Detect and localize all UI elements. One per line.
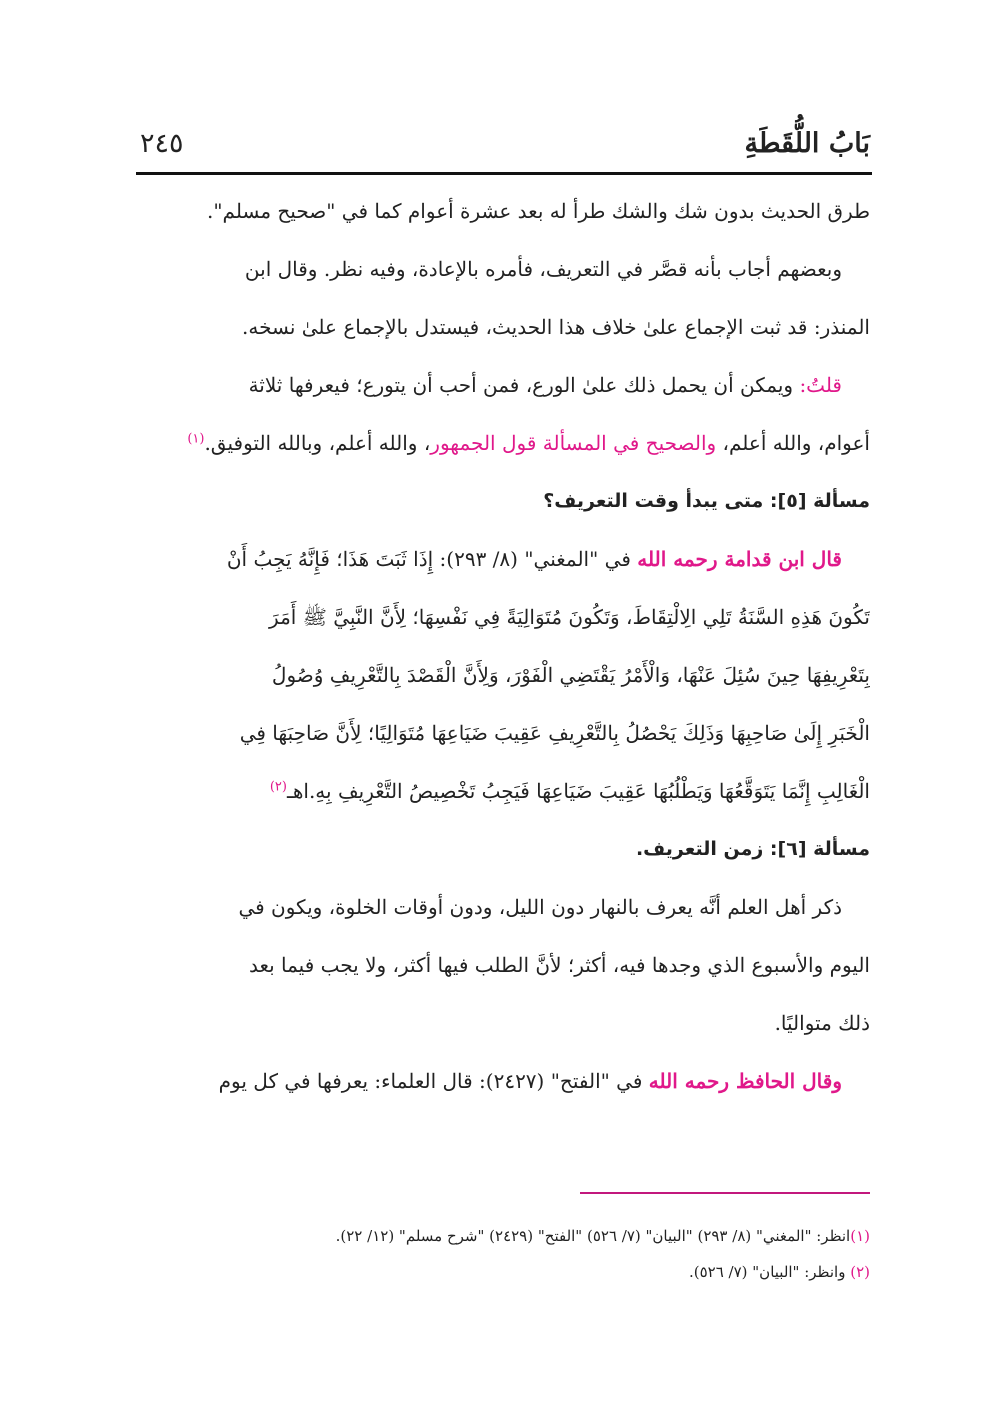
footnote-rule	[580, 1192, 870, 1194]
quote-line: قال ابن قدامة رحمه الله في "المغني" (٨/ ٢٩٣): إِذَا ثَبَتَ هَذَا؛ فَإِنَّهُ يَجِبُ أَنْ	[226, 547, 842, 571]
note-label: قلتُ:	[799, 373, 842, 397]
quote-speaker: قال ابن قدامة رحمه الله	[637, 547, 842, 571]
paragraph-line: طرق الحديث بدون شك والشك طرأ له بعد عشرة أعوام كما في "صحيح مسلم".	[207, 199, 870, 223]
paragraph-line: وبعضهم أجاب بأنه قصَّر في التعريف، فأمره بالإعادة، وفيه نظر. وقال ابن	[244, 257, 842, 281]
header-rule	[136, 172, 872, 175]
paragraph-line: ذكر أهل العلم أنَّه يعرف بالنهار دون الليل، ودون أوقات الخلوة، ويكون في	[238, 895, 842, 919]
highlighted-conclusion: والصحيح في المسألة قول الجمهور	[430, 431, 717, 455]
footnote-2: (٢) وانظر: "البيان" (٧/ ٥٢٦).	[688, 1263, 870, 1281]
paragraph-line: أعوام، والله أعلم، والصحيح في المسألة قول الجمهور، والله أعلم، وبالله التوفيق.$^{(١)}$	[187, 431, 870, 455]
question-heading-6: مسألة [٦]: زمن التعريف.	[635, 838, 870, 860]
quote-line: بِتَعْرِيفِهَا حِينَ سُئِلَ عَنْهَا، وَالْأَمْرُ يَقْتَضِي الْفَوْرَ، وَلِأَنَّ الْقَصْدَ بِالتَّعْرِيفِ وُصُولُ	[271, 663, 870, 687]
quote-line: تَكُونَ هَذِهِ السَّنَةُ تَلِي الِالْتِقَاطَ، وَتَكُونَ مُتَوَالِيَةً فِي نَفْسِهَا؛ لِأَنَّ النَّبِيَّ ﷺ أَمَرَ	[269, 605, 870, 629]
paragraph-line: المنذر: قد ثبت الإجماع علىٰ خلاف هذا الحديث، فيستدل بالإجماع علىٰ نسخه.	[241, 315, 870, 339]
quote-line: الْخَبَرِ إِلَىٰ صَاحِبِهَا وَذَلِكَ يَحْصُلُ بِالتَّعْرِيفِ عَقِيبَ ضَيَاعِهَا مُتَوَالِيًا؛ لِأَنَّ صَاحِبَهَا فِي	[239, 721, 870, 745]
footnotes	[134, 1218, 870, 1290]
footnote-1: (١)انظر: "المغني" (٨/ ٢٩٣) "البيان" (٧/ ٥٢٦) "الفتح" (٢٤٢٩) "شرح مسلم" (١٢/ ٢٢).	[335, 1227, 870, 1245]
paragraph-line: ذلك متواليًا.	[774, 1011, 870, 1035]
page-number: ٢٤٥	[140, 128, 184, 159]
paragraph-line: اليوم والأسبوع الذي وجدها فيه، أكثر؛ لأنَّ الطلب فيها أكثر، ولا يجب فيما بعد	[248, 953, 870, 977]
quote-speaker: وقال الحافظ رحمه الله	[648, 1069, 842, 1093]
chapter-title: بَابُ اللُّقَطَةِ	[744, 128, 870, 159]
main-text	[134, 182, 870, 1110]
quote-line: الْغَالِبِ إِنَّمَا يَتَوَقَّعُهَا وَيَطْلُبُهَا عَقِيبَ ضَيَاعِهَا فَيَجِبُ تَخْصِيصُ التَّعْرِيفِ بِهِ.اهـ$^{(٢)}$	[269, 779, 870, 803]
paragraph-line: وقال الحافظ رحمه الله في "الفتح" (٢٤٢٧): قال العلماء: يعرفها في كل يوم	[218, 1069, 842, 1093]
page-header	[140, 124, 870, 174]
footnote-ref-2[interactable]: (٢)	[269, 779, 287, 795]
paragraph-line: قلتُ: ويمكن أن يحمل ذلك علىٰ الورع، فمن أحب أن يتورع؛ فيعرفها ثلاثة	[248, 373, 842, 397]
footnote-ref-1[interactable]: (١)	[187, 431, 205, 447]
question-heading-5: مسألة [٥]: متى يبدأ وقت التعريف؟	[543, 490, 870, 512]
